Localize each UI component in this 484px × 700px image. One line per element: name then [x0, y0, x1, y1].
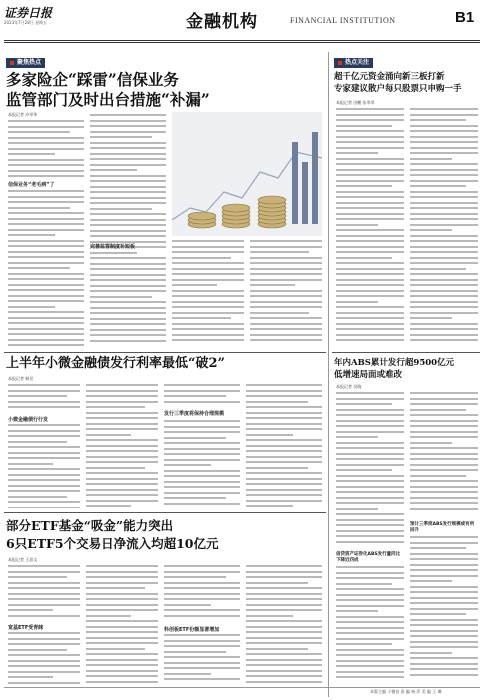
- microfinance-headline: 上半年小微金融债发行利率最低“破2”: [6, 356, 226, 371]
- insurance-subhead-2: 完善监管制度补短板: [90, 244, 136, 250]
- microfinance-body-col1b: [8, 424, 80, 508]
- microfinance-body-col3b: [164, 420, 240, 508]
- neeq-body-col2: [410, 108, 478, 348]
- section-divider-etf: [4, 512, 326, 513]
- abs-body-col2a: [410, 392, 478, 518]
- microfinance-body-col1a: [8, 384, 80, 412]
- section-divider-left: [4, 352, 326, 353]
- insurance-body-col1b: [8, 190, 84, 348]
- issue-date: 2023年7月28日 星期五: [4, 20, 48, 25]
- section-title-english: FINANCIAL INSTITUTION: [290, 16, 396, 25]
- footer-divider: [4, 687, 480, 688]
- neeq-headline-line2: 专家建议散户每只股票只申购一手: [334, 84, 462, 94]
- abs-byline: 本报记者 吴晓: [336, 384, 362, 389]
- etf-body-col3b: [164, 634, 240, 686]
- section-title: 金融机构: [186, 12, 258, 32]
- abs-body-col2b: [410, 536, 478, 684]
- etf-body-col1a: [8, 565, 80, 621]
- etf-headline-line1: 部分ETF基金“吸金”能力突出: [6, 518, 174, 533]
- abs-body-col1b: [336, 566, 404, 684]
- microfinance-subhead-2: 发行三季度将保持合理规模: [164, 411, 225, 417]
- page-credits: 本版主编 于德良 责 编 杨 萍 美 编 王 琳: [370, 689, 442, 694]
- column-divider: [328, 52, 329, 697]
- etf-headline-line2: 6只ETF5个交易日净流入均超10亿元: [6, 536, 219, 551]
- abs-subhead-2: 预计三季度ABS发行规模或有所回升: [410, 522, 475, 533]
- insurance-body-col1a: [8, 120, 84, 178]
- etf-body-col1b: [8, 632, 80, 686]
- etf-body-col2: [86, 565, 158, 686]
- insurance-headline-line1: 多家险企“踩雷”信保业务: [6, 70, 179, 89]
- microfinance-body-col4: [246, 384, 322, 508]
- column-label-focus: 热点关注: [334, 58, 373, 68]
- insurance-subhead-1: 信保业务“老毛病”了: [8, 182, 55, 188]
- section-divider-right: [332, 352, 480, 353]
- insurance-body-col4: [250, 240, 322, 348]
- microfinance-body-col3a: [164, 384, 240, 408]
- column-label-hot-topics: 聚焦热点: [6, 58, 45, 68]
- page-number: B1: [455, 9, 475, 26]
- insurance-byline: 本报记者 冷翠华: [8, 112, 38, 117]
- etf-subhead-2: 科创板ETF份额显著增加: [164, 627, 220, 633]
- microfinance-byline: 本报记者 韩昱: [8, 376, 34, 381]
- microfinance-body-col2: [86, 384, 158, 508]
- abs-subhead-1: 信贷资产证券化ABS发行量同比下降近四成: [336, 552, 401, 563]
- masthead-divider: [4, 40, 480, 41]
- insurance-headline-line2: 监管部门及时出台措施“补漏”: [6, 90, 210, 109]
- newspaper-logo: 证券日报: [4, 6, 53, 20]
- etf-subhead-1: 宽基ETF受青睐: [8, 625, 44, 631]
- insurance-illustration: [172, 112, 322, 236]
- neeq-headline-line1: 超千亿元资金涌向新三板打新: [334, 72, 445, 82]
- etf-byline: 本报记者 王思文: [8, 557, 38, 562]
- abs-body-col1a: [336, 392, 404, 548]
- abs-headline-line1: 年内ABS累计发行超9500亿元: [334, 358, 455, 368]
- neeq-byline: 本报记者 田鹏 张翠翠: [336, 100, 375, 105]
- etf-body-col4: [246, 565, 322, 686]
- insurance-body-col3: [172, 240, 244, 348]
- neeq-body-col1: [336, 108, 404, 348]
- insurance-body-col2: [90, 114, 166, 348]
- masthead-divider-thin: [4, 42, 480, 43]
- microfinance-subhead-1: 小微金融债行行发: [8, 417, 49, 423]
- etf-body-col3a: [164, 565, 240, 623]
- abs-headline-line2: 低增速局面或难改: [334, 370, 403, 380]
- masthead: [0, 0, 484, 42]
